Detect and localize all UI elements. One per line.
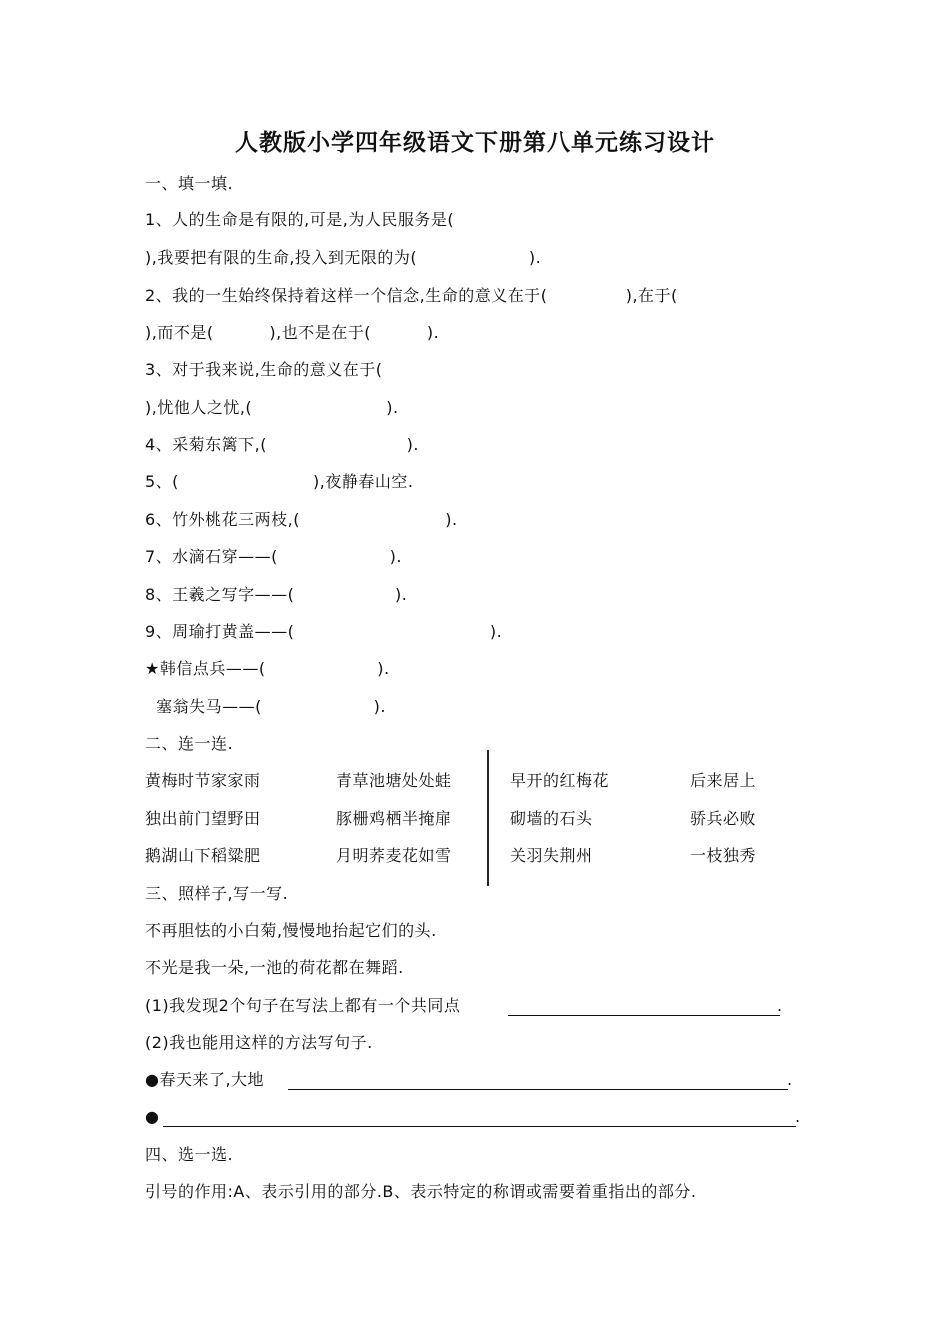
match-item: 骄兵必败 [690,809,757,828]
section-heading-fill: 一、填一填. [145,174,234,193]
match-item: 后来居上 [690,771,757,790]
question-1b: ),我要把有限的生命,投入到无限的为( ). [145,248,542,267]
bullet-sentence-1: ●春天来了,大地 [145,1070,265,1089]
question-1a: 1、人的生命是有限的,可是,为人民服务是( [145,210,455,229]
section-heading-write: 三、照样子,写一写. [145,884,289,903]
match-item: 砌墙的石头 [510,809,593,828]
example-sentence-2: 不光是我一朵,一池的荷花都在舞蹈. [145,958,404,977]
question-3b: ),忧他人之忧,( ). [145,398,399,417]
quote-usage-intro: 引号的作用:A、表示引用的部分.B、表示特定的称谓或需要着重指出的部分. [145,1182,697,1201]
prompt-1: (1)我发现2个句子在写法上都有一个共同点 [145,996,461,1015]
answer-line-1[interactable] [508,1015,780,1016]
question-3a: 3、对于我来说,生命的意义在于( [145,360,383,379]
page-title: 人教版小学四年级语文下册第八单元练习设计 [235,130,715,156]
match-item: 青草池塘处处蛙 [336,771,452,790]
section-heading-match: 二、连一连. [145,734,234,753]
section-heading-choose: 四、选一选. [145,1145,234,1164]
question-2b: ),而不是( ),也不是在于( ). [145,323,440,342]
question-11: 塞翁失马——( ). [145,697,386,716]
question-6: 6、竹外桃花三两枝,( ). [145,510,458,529]
bullet-sentence-2: ● [145,1107,160,1126]
match-item: 月明荞麦花如雪 [336,846,452,865]
question-10: ★韩信点兵——( ). [145,659,390,678]
match-item: 一枝独秀 [690,846,757,865]
end-period: . [777,996,783,1015]
example-sentence-1: 不再胆怯的小白菊,慢慢地抬起它们的头. [145,921,437,940]
question-5: 5、( ),夜静春山空. [145,472,414,491]
end-period: . [787,1070,793,1089]
question-9: 9、周瑜打黄盖——( ). [145,622,503,641]
end-period: . [795,1107,801,1126]
question-2a: 2、我的一生始终保持着这样一个信念,生命的意义在于( ),在于( [145,286,678,305]
match-item: 黄梅时节家家雨 [145,771,261,790]
question-4: 4、采菊东篱下,( ). [145,435,419,454]
match-item: 关羽失荆州 [510,846,593,865]
match-item: 鹅湖山下稻粱肥 [145,846,261,865]
question-7: 7、水滴石穿——( ). [145,547,402,566]
match-item: 豚栅鸡栖半掩扉 [336,809,452,828]
match-item: 独出前门望野田 [145,809,261,828]
answer-line-3[interactable] [163,1126,796,1127]
question-8: 8、王羲之写字——( ). [145,585,408,604]
prompt-2: (2)我也能用这样的方法写句子. [145,1033,373,1052]
match-divider [487,750,489,886]
answer-line-2[interactable] [288,1089,788,1090]
match-item: 早开的红梅花 [510,771,610,790]
